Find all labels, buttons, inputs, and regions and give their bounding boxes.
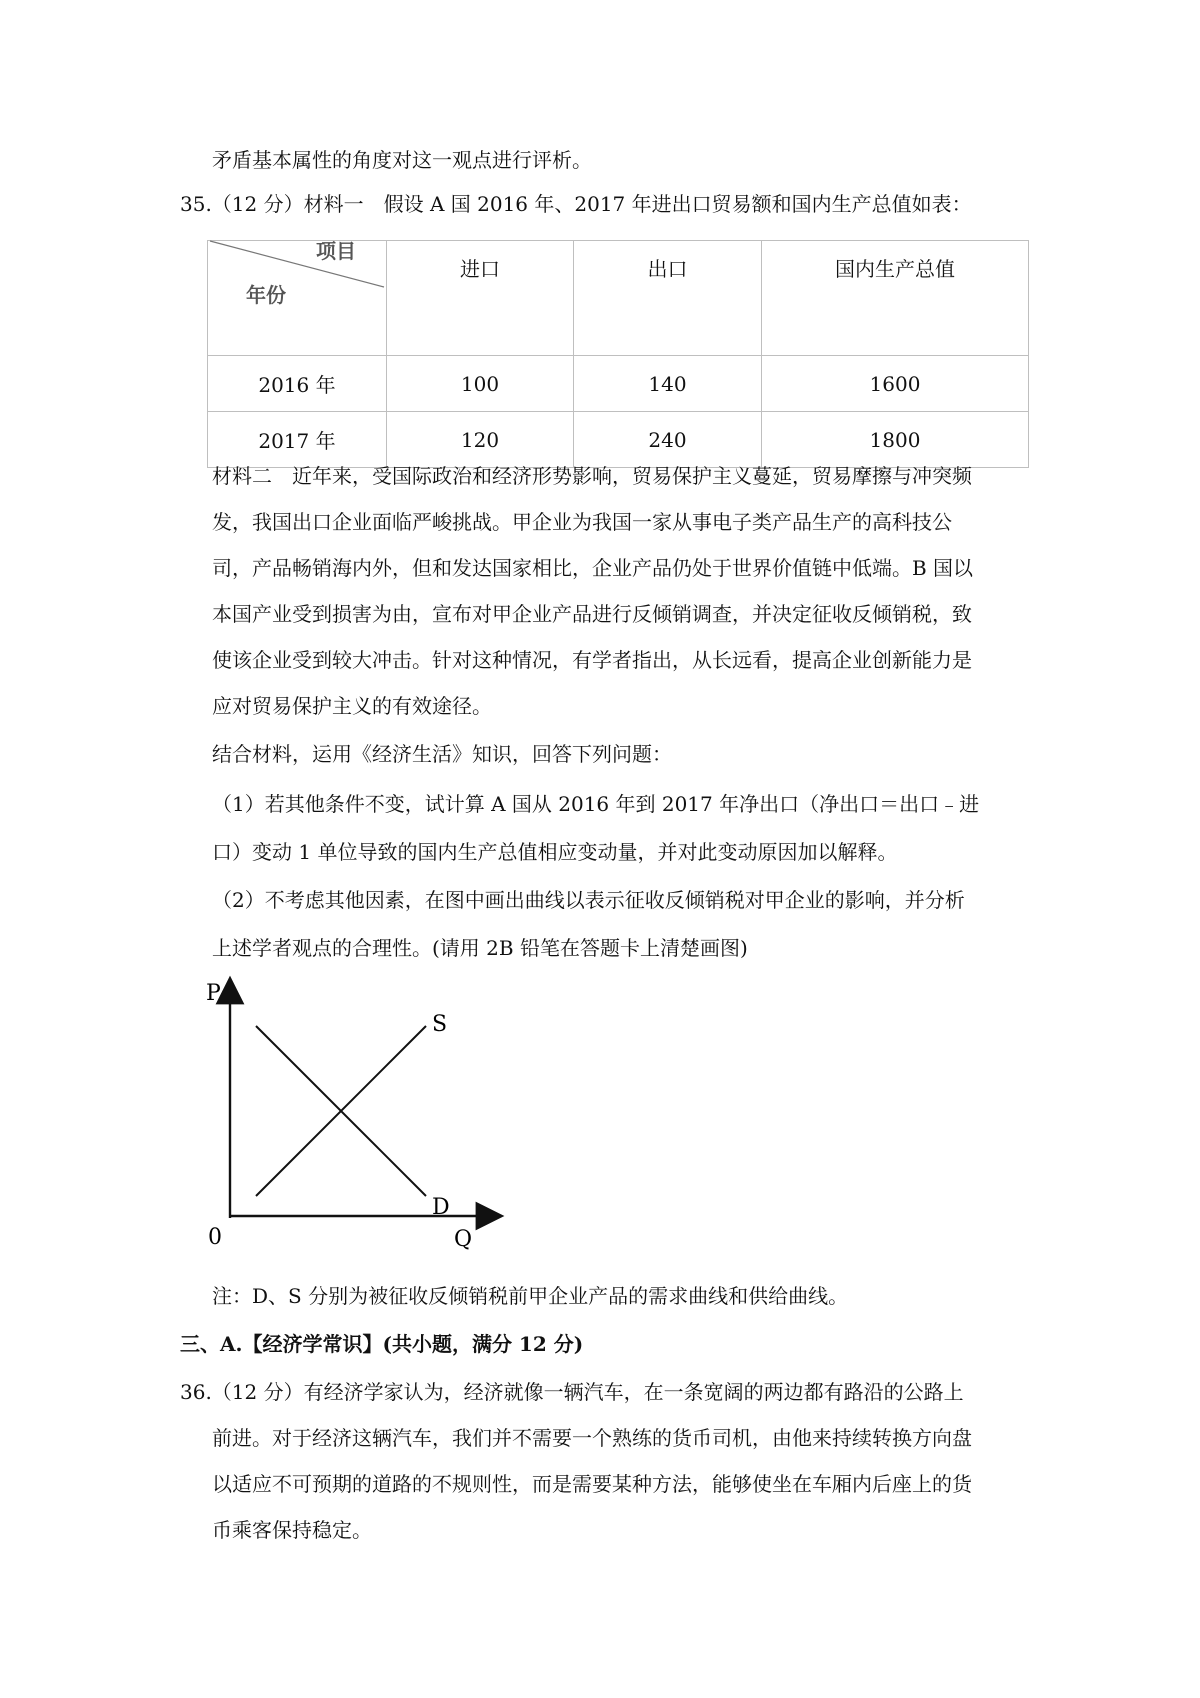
text-line: 矛盾基本属性的角度对这一观点进行评析。 xyxy=(212,148,592,172)
sub-question-1: （1）若其他条件不变，试计算 A 国从 2016 年到 2017 年净出口（净出口＝出口﹣进 xyxy=(212,792,980,816)
sub-question-1-cont: 口）变动 1 单位导致的国内生产总值相应变动量，并对此变动原因加以解释。 xyxy=(212,840,898,864)
question-36-line: 前进。对于经济这辆汽车，我们并不需要一个熟练的货币司机，由他来持续转换方向盘 xyxy=(212,1426,972,1450)
q-label: Q xyxy=(454,1227,473,1252)
question-36-line: 币乘客保持稳定。 xyxy=(212,1518,372,1542)
header-item: 项目 xyxy=(316,239,356,263)
material-2-line: 材料二 近年来，受国际政治和经济形势影响，贸易保护主义蔓延，贸易摩擦与冲突频 xyxy=(212,464,972,488)
question-36: 36.（12 分）有经济学家认为，经济就像一辆汽车，在一条宽阔的两边都有路沿的公路上 xyxy=(180,1380,964,1404)
section-heading: 三、A.【经济学常识】(共小题，满分 12 分) xyxy=(180,1332,584,1356)
task-line: 结合材料，运用《经济生活》知识，回答下列问题： xyxy=(212,742,672,766)
question-35-intro: 35.（12 分）材料一 假设 A 国 2016 年、2017 年进出口贸易额和国内生产总值如表： xyxy=(180,192,972,216)
col-header-import: 进口 xyxy=(387,241,574,356)
cell-gdp: 1800 xyxy=(762,412,1029,468)
question-36-line: 以适应不可预期的道路的不规则性，而是需要某种方法，能够使坐在车厢内后座上的货 xyxy=(212,1472,972,1496)
cell-export: 240 xyxy=(574,412,762,468)
sub-question-2: （2）不考虑其他因素，在图中画出曲线以表示征收反倾销税对甲企业的影响，并分析 xyxy=(212,888,965,912)
material-2-line: 使该企业受到较大冲击。针对这种情况，有学者指出，从长远看，提高企业创新能力是 xyxy=(212,648,972,672)
cell-import: 100 xyxy=(387,356,574,412)
trade-table xyxy=(207,240,1029,468)
cell-export: 140 xyxy=(574,356,762,412)
material-2-line: 发，我国出口企业面临严峻挑战。甲企业为我国一家从事电子类产品生产的高科技公 xyxy=(212,510,952,534)
d-label: D xyxy=(432,1195,450,1220)
origin-label: 0 xyxy=(208,1225,222,1250)
graph-note: 注：D、S 分别为被征收反倾销税前甲企业产品的需求曲线和供给曲线。 xyxy=(212,1284,849,1308)
table-row xyxy=(208,356,1029,412)
header-year: 年份 xyxy=(246,283,286,307)
col-header-export: 出口 xyxy=(574,241,762,356)
row-year: 2016 年 xyxy=(208,356,387,412)
col-header-gdp: 国内生产总值 xyxy=(762,241,1029,356)
table-row xyxy=(208,412,1029,468)
diagonal-line xyxy=(208,229,386,330)
cell-import: 120 xyxy=(387,412,574,468)
material-2-line: 司，产品畅销海内外，但和发达国家相比，企业产品仍处于世界价值链中低端。B 国以 xyxy=(212,556,974,580)
cell-gdp: 1600 xyxy=(762,356,1029,412)
row-year: 2017 年 xyxy=(208,412,387,468)
material-2-line: 应对贸易保护主义的有效途径。 xyxy=(212,694,492,718)
sub-question-2-cont: 上述学者观点的合理性。(请用 2B 铅笔在答题卡上清楚画图) xyxy=(212,936,748,960)
supply-demand-graph xyxy=(206,978,508,1252)
diagonal-header-cell xyxy=(208,241,387,356)
p-label: P xyxy=(206,981,221,1006)
material-2-line: 本国产业受到损害为由，宣布对甲企业产品进行反倾销调查，并决定征收反倾销税，致 xyxy=(212,602,972,626)
s-label: S xyxy=(432,1012,448,1037)
